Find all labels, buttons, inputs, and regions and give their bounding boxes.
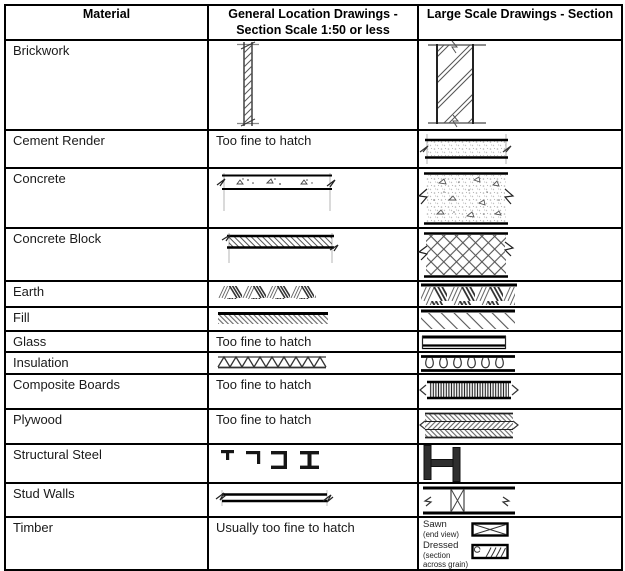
material-label: Timber — [13, 520, 53, 536]
material-legend-table — [4, 4, 623, 571]
header-large-scale: Large Scale Drawings - Section — [418, 5, 622, 40]
cell-fill-material — [5, 307, 208, 331]
cell-concrete-location — [208, 168, 418, 228]
cell-insulation-location — [208, 352, 418, 374]
material-label: Stud Walls — [13, 486, 75, 502]
timber-sawn-symbol-icon — [471, 522, 509, 537]
material-label: Insulation — [13, 355, 69, 371]
material-label: Plywood — [13, 412, 63, 428]
location-text: Too fine to hatch — [216, 133, 312, 149]
timber-dressed-row — [419, 539, 621, 569]
cell-cement-material — [5, 130, 208, 168]
composite-boards-vertical-lines-icon — [419, 378, 519, 403]
cell-plywood-location — [208, 409, 418, 444]
cell-plywood-material — [5, 409, 208, 444]
cell-glass-material — [5, 331, 208, 352]
cell-brickwork-large — [418, 40, 622, 130]
material-label: Glass — [13, 334, 47, 350]
insulation-batt-loops-icon — [419, 354, 519, 373]
cell-timber-material — [5, 517, 208, 570]
cell-glass-large — [418, 331, 622, 352]
cell-steel-large — [418, 444, 622, 483]
location-text: Too fine to hatch — [216, 334, 312, 350]
concrete-thin-band-icon — [215, 171, 340, 213]
cell-insulation-material — [5, 352, 208, 374]
cell-timber-large — [418, 517, 622, 570]
cell-timber-location — [208, 517, 418, 570]
row-fill — [5, 307, 622, 331]
steel-profiles-icon — [218, 447, 343, 475]
cell-plywood-large — [418, 409, 622, 444]
cell-steel-location — [208, 444, 418, 483]
cell-glass-location — [208, 331, 418, 352]
cell-block-material — [5, 228, 208, 281]
cell-composite-large — [418, 374, 622, 409]
cell-stud-large — [418, 483, 622, 517]
insulation-zigzag-icon — [214, 355, 334, 370]
header-material: Material — [5, 5, 208, 40]
row-structural-steel — [5, 444, 622, 483]
row-concrete — [5, 168, 622, 228]
stud-wall-plan-cross-icon — [419, 485, 519, 516]
row-cement-render — [5, 130, 622, 168]
cell-cement-location — [208, 130, 418, 168]
timber-dressed-sublabel-2: across grain) — [423, 559, 469, 569]
steel-h-beam-icon — [421, 445, 479, 482]
fill-large-hatch-icon — [419, 309, 519, 330]
material-label: Fill — [13, 310, 30, 326]
row-concrete-block — [5, 228, 622, 281]
brickwork-thin-wall-hatch-icon — [228, 41, 268, 127]
timber-sawn-row — [419, 518, 621, 539]
cell-brickwork-material — [5, 40, 208, 130]
row-timber — [5, 517, 622, 570]
material-label: Concrete — [13, 171, 66, 187]
brickwork-wide-wall-hatch-icon — [426, 41, 488, 127]
material-label: Brickwork — [13, 43, 70, 59]
timber-dressed-sublabel-1: (section — [423, 551, 451, 561]
row-composite-boards — [5, 374, 622, 409]
timber-dressed-symbol-icon — [471, 543, 509, 560]
cell-stud-material — [5, 483, 208, 517]
row-earth — [5, 281, 622, 307]
concrete-block-hatch-band-icon — [220, 231, 345, 265]
cell-fill-large — [418, 307, 622, 331]
stud-wall-parallel-lines-icon — [212, 489, 342, 508]
material-label: Structural Steel — [13, 447, 102, 463]
timber-dressed-labels — [423, 541, 471, 569]
cell-earth-location — [208, 281, 418, 307]
cell-concrete-large — [418, 168, 622, 228]
cell-brickwork-location — [208, 40, 418, 130]
row-stud-walls — [5, 483, 622, 517]
header-general-location: General Location Drawings - Section Scale 1:50 or less — [208, 5, 418, 40]
material-label: Composite Boards — [13, 377, 120, 393]
row-insulation — [5, 352, 622, 374]
timber-dressed-label: Dressed — [423, 540, 459, 552]
material-label: Cement Render — [13, 133, 105, 149]
row-plywood — [5, 409, 622, 444]
cement-render-stipple-band-icon — [419, 133, 515, 165]
plywood-layered-hatch-icon — [419, 411, 519, 440]
location-text: Too fine to hatch — [216, 377, 312, 393]
cell-block-large — [418, 228, 622, 281]
cell-steel-material — [5, 444, 208, 483]
earth-hatch-groups-icon — [218, 285, 318, 301]
location-text: Usually too fine to hatch — [216, 520, 355, 536]
timber-sawn-labels — [423, 520, 471, 539]
cell-earth-material — [5, 281, 208, 307]
cell-stud-location — [208, 483, 418, 517]
fill-ground-line-hatch-icon — [213, 311, 333, 326]
cell-block-location — [208, 228, 418, 281]
material-label: Earth — [13, 284, 45, 300]
row-brickwork — [5, 40, 622, 130]
cell-earth-large — [418, 281, 622, 307]
concrete-block-crosshatch-icon — [419, 230, 515, 280]
row-glass — [5, 331, 622, 352]
cell-composite-material — [5, 374, 208, 409]
cell-insulation-large — [418, 352, 622, 374]
header-row — [5, 5, 622, 40]
timber-sawn-label: Sawn — [423, 519, 447, 531]
cell-cement-large — [418, 130, 622, 168]
cell-fill-location — [208, 307, 418, 331]
earth-large-hatch-icon — [419, 283, 519, 306]
timber-sawn-sublabel: (end view) — [423, 529, 459, 539]
glass-pane-section-icon — [419, 334, 509, 351]
location-text: Too fine to hatch — [216, 412, 312, 428]
concrete-aggregate-block-icon — [419, 170, 515, 227]
cell-composite-location — [208, 374, 418, 409]
cell-concrete-material — [5, 168, 208, 228]
material-label: Concrete Block — [13, 231, 102, 247]
